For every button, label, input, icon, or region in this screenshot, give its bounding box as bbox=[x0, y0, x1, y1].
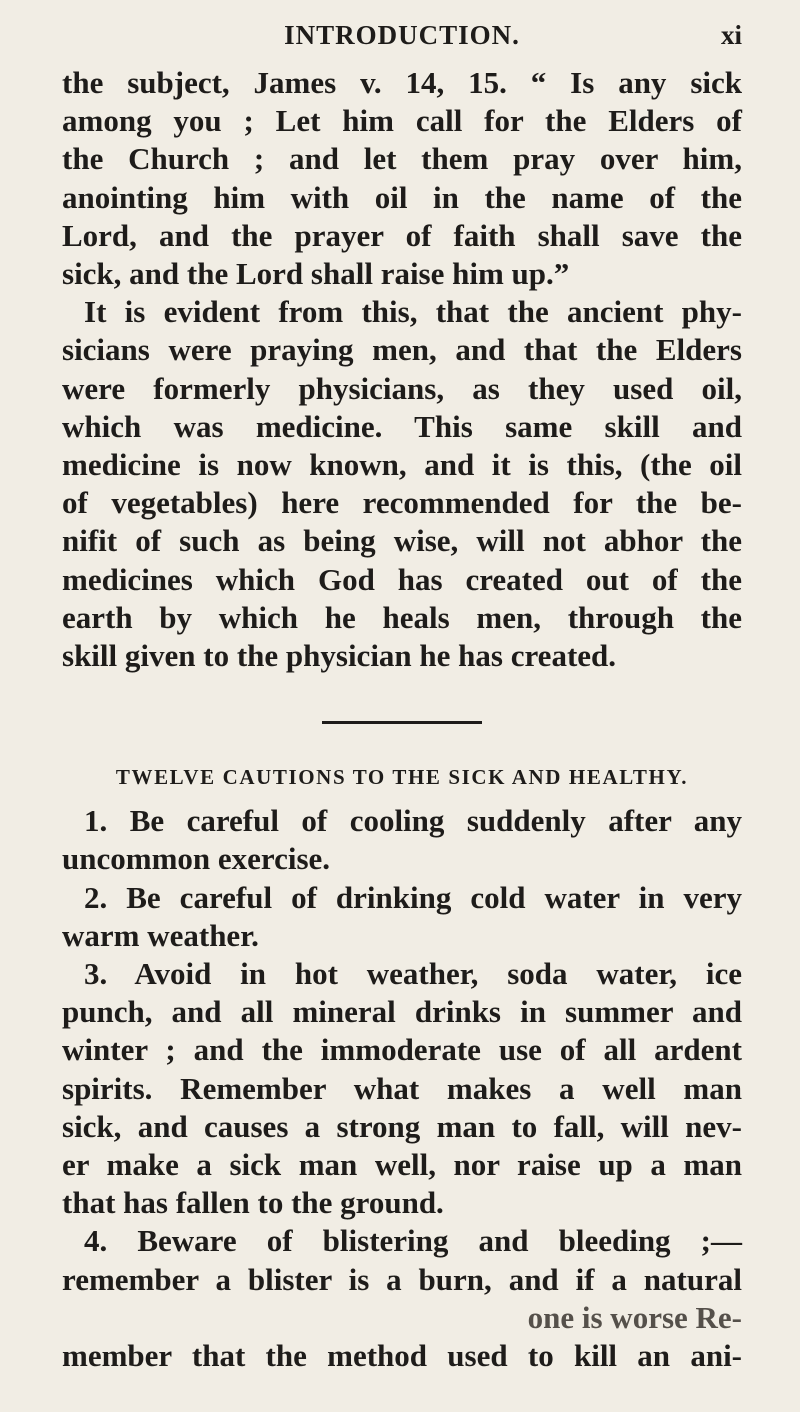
body-line: sicians were praying men, and that the Elders bbox=[62, 332, 742, 368]
body-line: skill given to the physician he has created. bbox=[62, 638, 617, 674]
body-line: were formerly physicians, as they used oil, bbox=[62, 370, 742, 406]
caution-line: punch, and all mineral drinks in summer and bbox=[62, 994, 742, 1030]
body-line: the Church ; and let them pray over him, bbox=[62, 141, 742, 177]
body-line: the subject, James v. 14, 15. “ Is any sick bbox=[62, 65, 742, 100]
body-line: nifit of such as being wise, will not abhor the bbox=[62, 523, 742, 559]
running-head bbox=[62, 18, 742, 58]
body-line: which was medicine. This same skill and bbox=[62, 408, 742, 444]
caution-line: one is worse Re- bbox=[527, 1299, 742, 1335]
page-number: xi bbox=[720, 20, 742, 50]
caution-line: sick, and causes a strong man to fall, will nev- bbox=[62, 1108, 742, 1144]
caution-line: uncommon exercise. bbox=[62, 841, 331, 877]
section-heading: TWELVE CAUTIONS TO THE SICK AND HEALTHY. bbox=[115, 765, 689, 790]
body-line: medicines which God has created out of the bbox=[62, 561, 742, 597]
caution-line: winter ; and the immoderate use of all ardent bbox=[62, 1032, 742, 1068]
running-title: INTRODUCTION. bbox=[284, 20, 520, 50]
page-bottom-edge bbox=[0, 1394, 800, 1412]
caution-line: 1. Be careful of cooling suddenly after any bbox=[84, 803, 742, 839]
body-line: Lord, and the prayer of faith shall save the bbox=[62, 217, 742, 253]
cautions-list bbox=[62, 802, 742, 1375]
section-divider bbox=[322, 721, 482, 724]
body-line: It is evident from this, that the ancient phy- bbox=[84, 294, 742, 330]
caution-line: warm weather. bbox=[62, 917, 259, 953]
caution-line: spirits. Remember what makes a well man bbox=[62, 1070, 742, 1106]
body-line: of vegetables) here recommended for the be- bbox=[62, 485, 742, 521]
body-line: sick, and the Lord shall raise him up.” bbox=[62, 256, 570, 292]
caution-line: 2. Be careful of drinking cold water in very bbox=[84, 879, 742, 915]
caution-line: that has fallen to the ground. bbox=[62, 1185, 444, 1221]
caution-line: remember a blister is a burn, and if a natural bbox=[62, 1261, 742, 1297]
caution-line: 3. Avoid in hot weather, soda water, ice bbox=[84, 956, 742, 992]
body-line: anointing him with oil in the name of the bbox=[62, 179, 742, 215]
caution-line: member that the method used to kill an ani- bbox=[62, 1338, 742, 1374]
caution-line: er make a sick man well, nor raise up a man bbox=[62, 1147, 742, 1183]
body-line: earth by which he heals men, through the bbox=[62, 599, 742, 635]
caution-line: 4. Beware of blistering and bleeding ;— bbox=[84, 1223, 742, 1259]
body-line: among you ; Let him call for the Elders of bbox=[62, 103, 742, 139]
introduction-text bbox=[62, 64, 742, 675]
body-line: medicine is now known, and it is this, (the oil bbox=[62, 447, 742, 483]
